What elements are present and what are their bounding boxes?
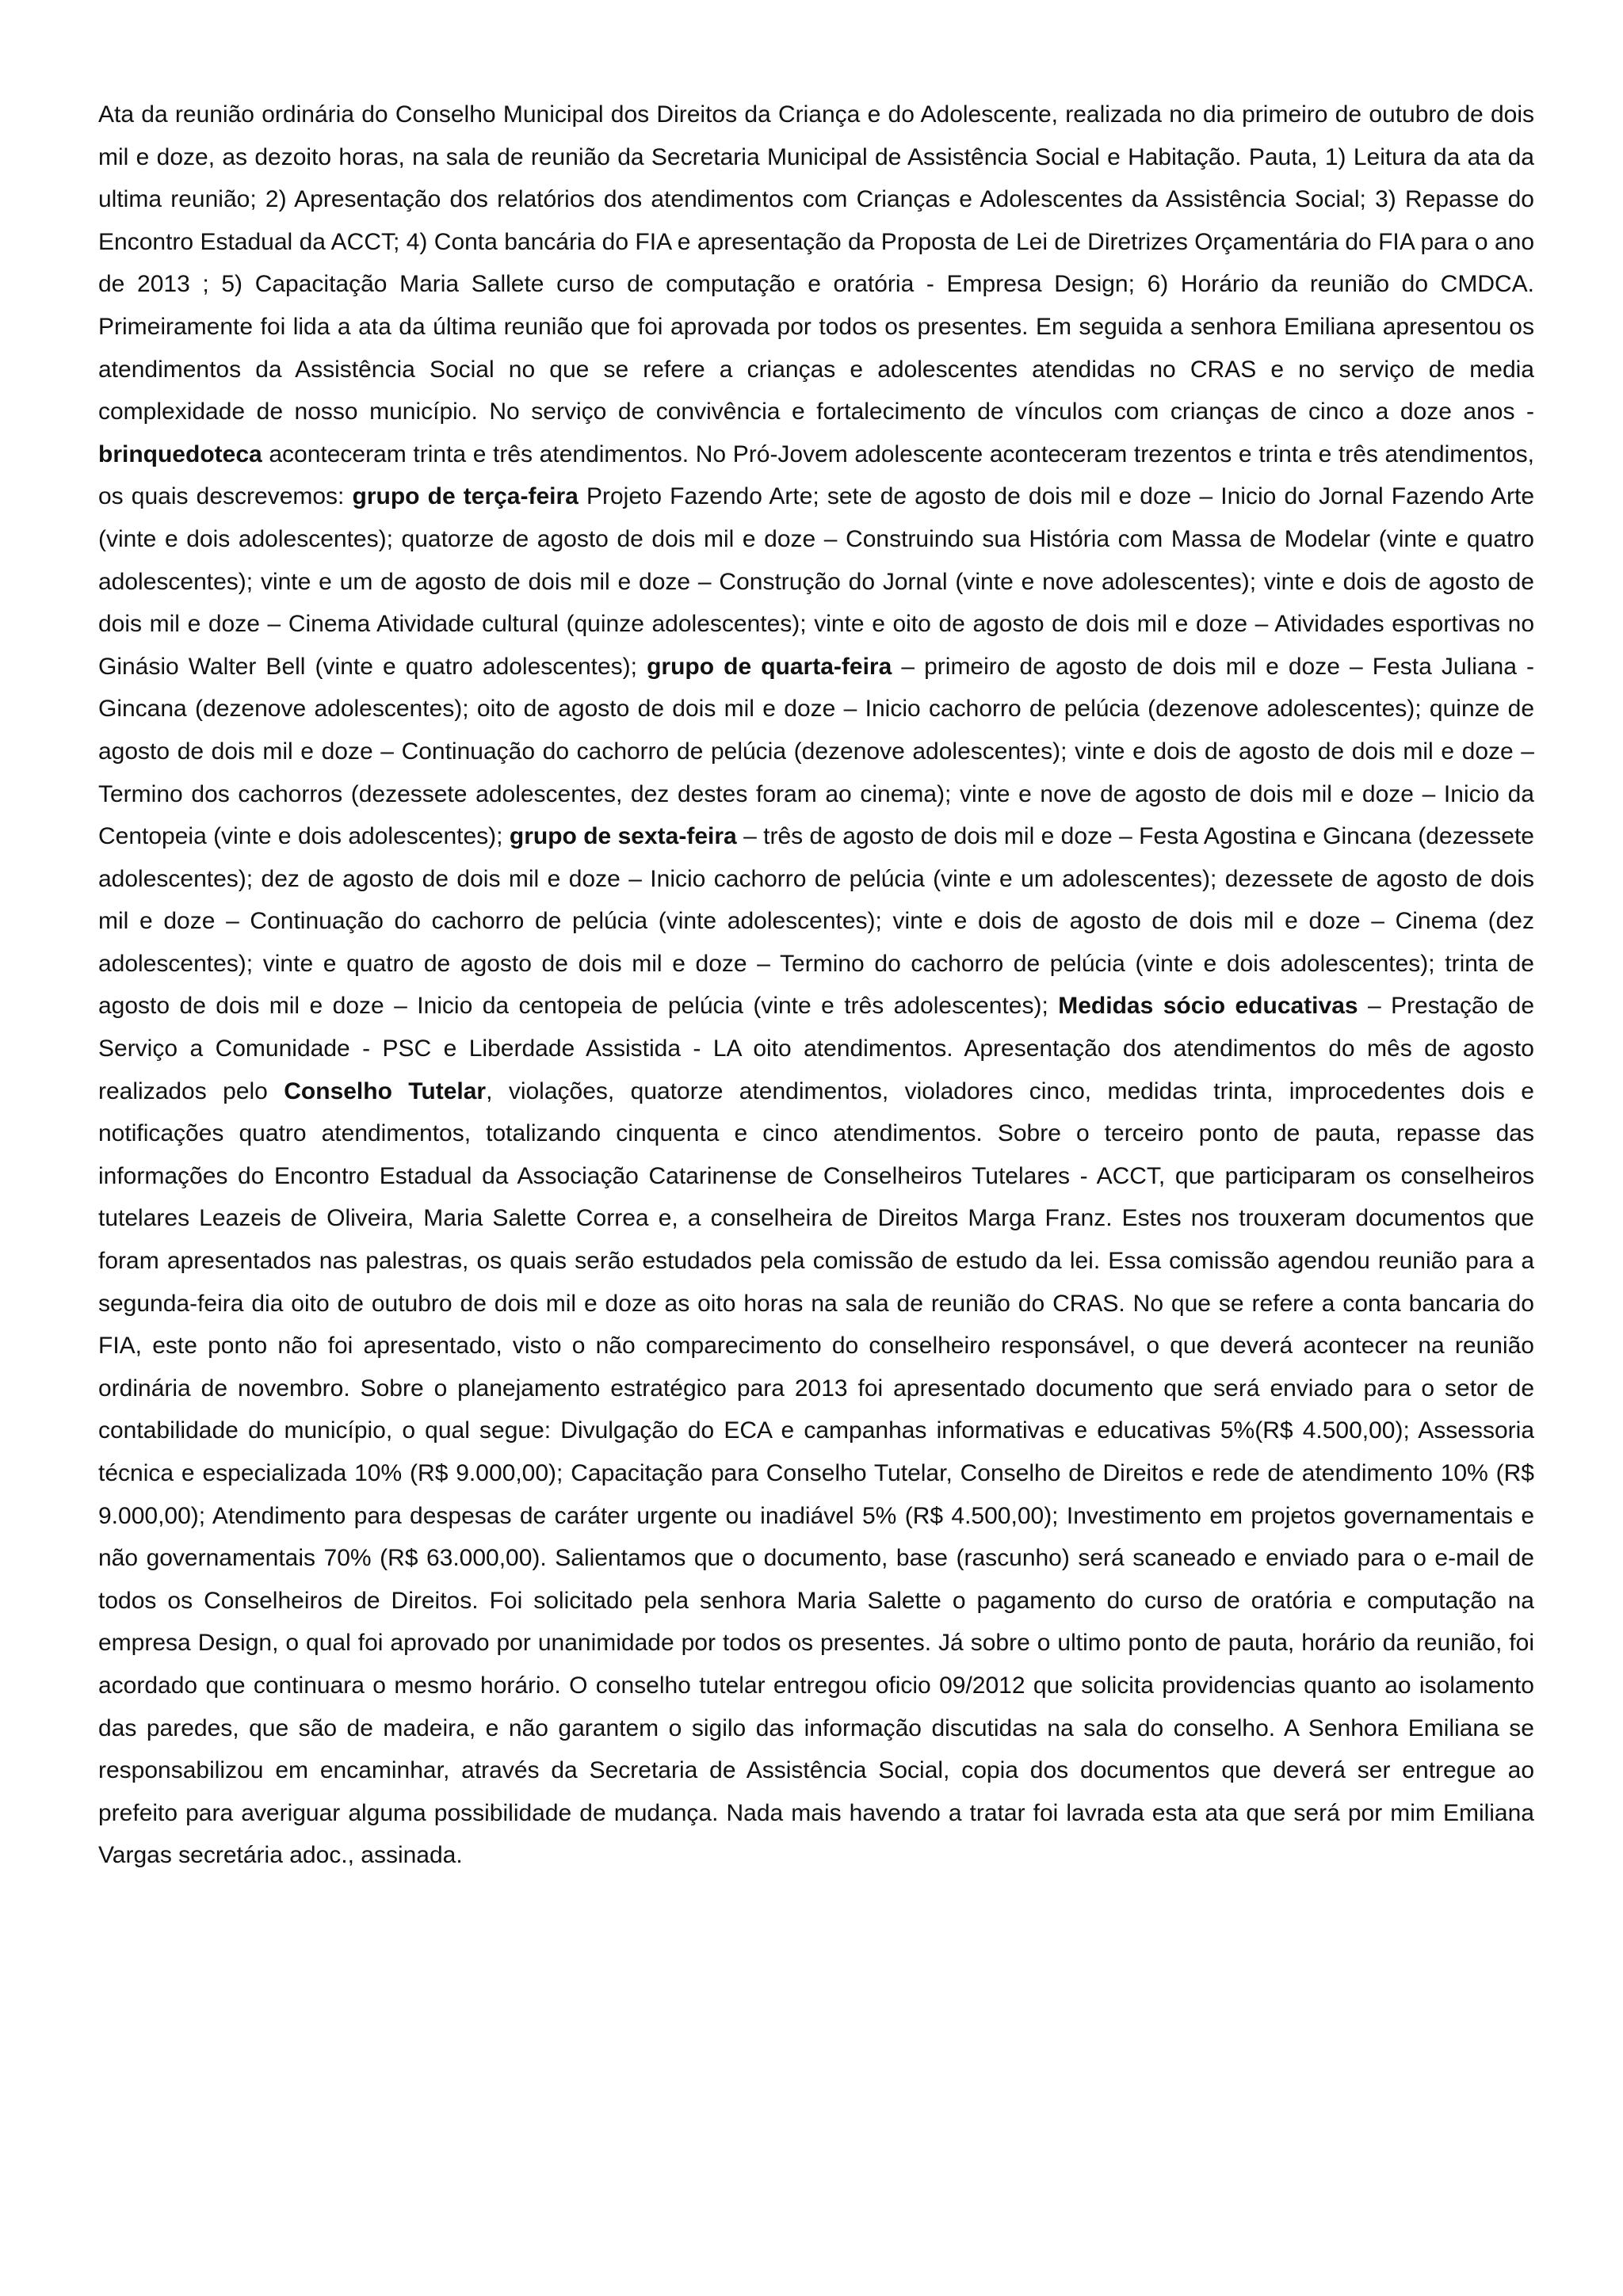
minutes-bold-segment: grupo de quarta-feira: [647, 653, 892, 680]
minutes-bold-segment: grupo de sexta-feira: [509, 823, 737, 850]
minutes-text-segment: – três de agosto de dois mil e doze – Festa Agostina e Gincana (dezessete adolescentes); dez de agosto de dois mil e doze – Inicio cachorro de pelúcia (vinte e um adolescentes); dezessete de agosto de dois mil e doze – Continuação do cachorro de pelúcia (vinte adolescentes); vinte e dois de agosto de dois mil e doze – Cinema (dez adolescentes); vinte e quatro de agosto de dois mil e doze – Termino do cachorro de pelúcia (vinte e dois adolescentes); trinta de agosto de dois mil e doze – Inicio da centopeia de pelúcia (vinte e três adolescentes);: [98, 823, 1534, 1020]
minutes-bold-segment: grupo de terça-feira: [352, 483, 579, 510]
meeting-minutes-paragraph: [98, 93, 1534, 1877]
minutes-text-segment: – Prestação de Serviço a Comunidade - PSC e Liberdade Assistida - LA oito atendimentos. Apresentação dos atendimentos do mês de agosto realizados pelo: [98, 993, 1534, 1104]
minutes-text-segment: aconteceram trinta e três atendimentos. No Pró-Jovem adolescente aconteceram trezentos e trinta e três atendimentos, os quais descrevemos:: [98, 441, 1534, 510]
minutes-text-segment: , violações, quatorze atendimentos, violadores cinco, medidas trinta, improcedentes dois e notificações quatro atendimentos, totalizando cinquenta e cinco atendimentos. Sobre o terceiro ponto de pauta, repasse das informações do Encontro Estadual da Associação Catarinense de Conselheiros Tutelares - ACCT, que participaram os conselheiros tutelares Leazeis de Oliveira, Maria Salette Correa e, a conselheira de Direitos Marga Franz. Estes nos trouxeram documentos que foram apresentados nas palestras, os quais serão estudados pela comissão de estudo da lei. Essa comissão agendou reunião para a segunda-feira dia oito de outubro de dois mil e doze as oito horas na sala de reunião do CRAS. No que se refere a conta bancaria do FIA, este ponto não foi apresentado, visto o não comparecimento do conselheiro responsável, o que deverá acontecer na reunião ordinária de novembro. Sobre o planejamento estratégico para 2013 foi apresentado documento que será enviado para o setor de contabilidade do município, o qual segue: Divulgação do ECA e campanhas informativas e educativas 5%(R$ 4.500,00); Assessoria técnica e especializada 10% (R$ 9.000,00); Capacitação para Conselho Tutelar, Conselho de Direitos e rede de atendimento 10% (R$ 9.000,00); Atendimento para despesas de caráter urgente ou inadiável 5% (R$ 4.500,00); Investimento em projetos governamentais e não governamentais 70% (R$ 63.000,00). Salientamos que o documento, base (rascunho) será scaneado e enviado para o e-mail de todos os Conselheiros de Direitos. Foi solicitado pela senhora Maria Salette o pagamento do curso de oratória e computação na empresa Design, o qual foi aprovado por unanimidade por todos os presentes. Já sobre o ultimo ponto de pauta, horário da reunião, foi acordado que continuara o mesmo horário. O conselho tutelar entregou oficio 09/2012 que solicita providencias quanto ao isolamento das paredes, que são de madeira, e não garantem o sigilo das informação discutidas na sala do conselho. A Senhora Emiliana se responsabilizou em encaminhar, através da Secretaria de Assistência Social, copia dos documentos que deverá ser entregue ao prefeito para averiguar alguma possibilidade de mudança. Nada mais havendo a tratar foi lavrada esta ata que será por mim Emiliana Vargas secretária adoc., assinada.: [98, 1077, 1534, 1869]
minutes-text-segment: Ata da reunião ordinária do Conselho Municipal dos Direitos da Criança e do Adolescente, realizada no dia primeiro de outubro de dois mil e doze, as dezoito horas, na sala de reunião da Secretaria Municipal de Assistência Social e Habitação. Pauta, 1) Leitura da ata da ultima reunião; 2) Apresentação dos relatórios dos atendimentos com Crianças e Adolescentes da Assistência Social; 3) Repasse do Encontro Estadual da ACCT; 4) Conta bancária do FIA e apresentação da Proposta de Lei de Diretrizes Orçamentária do FIA para o ano de 2013 ; 5) Capacitação Maria Sallete curso de computação e oratória - Empresa Design; 6) Horário da reunião do CMDCA. Primeiramente foi lida a ata da última reunião que foi aprovada por todos os presentes. Em seguida a senhora Emiliana apresentou os atendimentos da Assistência Social no que se refere a crianças e adolescentes atendidas no CRAS e no serviço de media complexidade de nosso município. No serviço de convivência e fortalecimento de vínculos com crianças de cinco a doze anos -: [98, 101, 1534, 425]
minutes-text-segment: Projeto Fazendo Arte; sete de agosto de dois mil e doze – Inicio do Jornal Fazendo Arte (vinte e dois adolescentes); quatorze de agosto de dois mil e doze – Construindo sua História com Massa de Modelar (vinte e quatro adolescentes); vinte e um de agosto de dois mil e doze – Construção do Jornal (vinte e nove adolescentes); vinte e dois de agosto de dois mil e doze – Cinema Atividade cultural (quinze adolescentes); vinte e oito de agosto de dois mil e doze – Atividades esportivas no Ginásio Walter Bell (vinte e quatro adolescentes);: [98, 483, 1535, 680]
minutes-text-segment: – primeiro de agosto de dois mil e doze – Festa Juliana - Gincana (dezenove adolescentes); oito de agosto de dois mil e doze – Inicio cachorro de pelúcia (dezenove adolescentes); quinze de agosto de dois mil e doze – Continuação do cachorro de pelúcia (dezenove adolescentes); vinte e dois de agosto de dois mil e doze – Termino dos cachorros (dezessete adolescentes, dez destes foram ao cinema); vinte e nove de agosto de dois mil e doze – Inicio da Centopeia (vinte e dois adolescentes);: [98, 653, 1534, 850]
minutes-bold-segment: Medidas sócio educativas: [1058, 993, 1358, 1020]
minutes-bold-segment: brinquedoteca: [98, 441, 262, 467]
document-page: [98, 93, 1534, 1877]
minutes-bold-segment: Conselho Tutelar: [284, 1077, 487, 1104]
